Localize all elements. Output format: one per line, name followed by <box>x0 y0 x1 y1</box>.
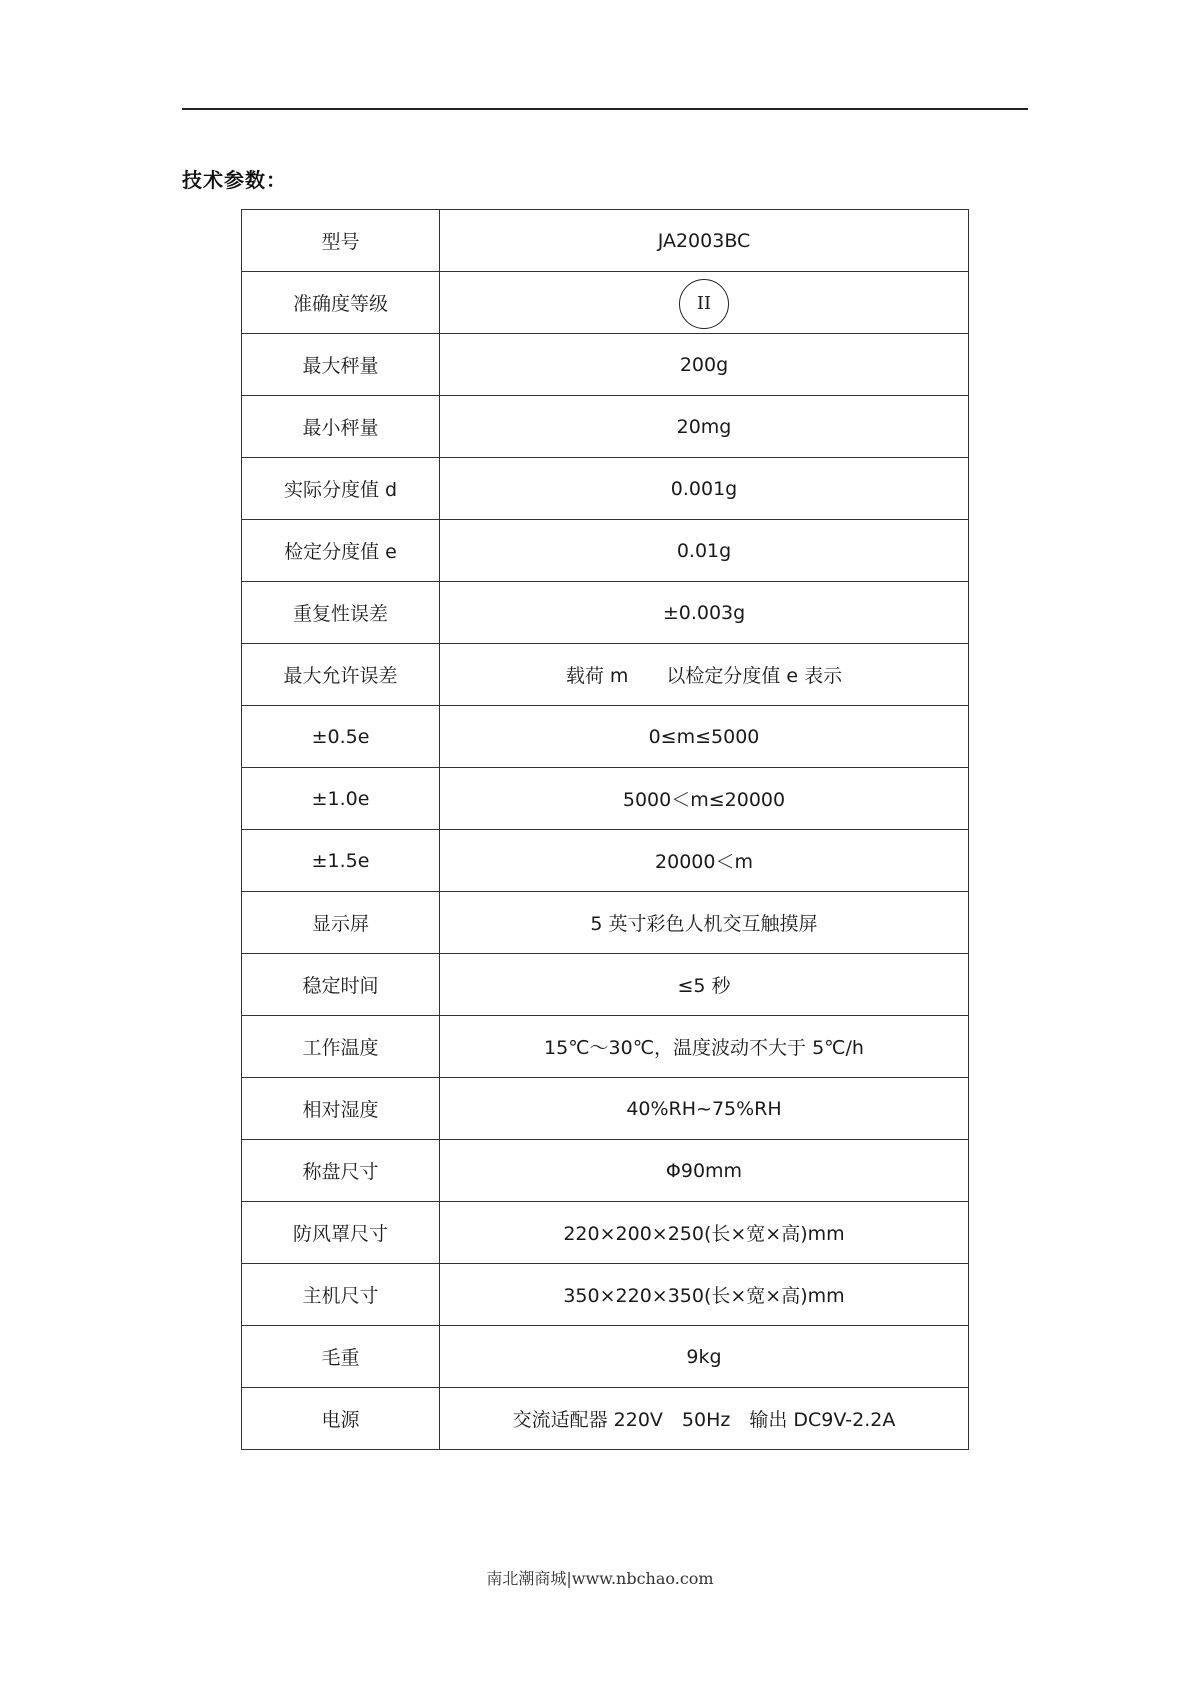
table-row <box>242 210 969 272</box>
table-row <box>242 1388 969 1450</box>
spec-value: 0.001g <box>440 458 969 520</box>
table-row <box>242 1140 969 1202</box>
spec-value-cell <box>440 272 969 334</box>
table-row <box>242 768 969 830</box>
spec-value: 220×200×250(长×宽×高)mm <box>440 1202 969 1264</box>
table-row <box>242 830 969 892</box>
spec-label: 毛重 <box>242 1326 440 1388</box>
table-row <box>242 272 969 334</box>
spec-value: 200g <box>440 334 969 396</box>
table-row <box>242 644 969 706</box>
spec-value: ≤5 秒 <box>440 954 969 1016</box>
spec-value: 350×220×350(长×宽×高)mm <box>440 1264 969 1326</box>
spec-label: 电源 <box>242 1388 440 1450</box>
spec-value: ±0.003g <box>440 582 969 644</box>
table-row <box>242 334 969 396</box>
spec-label: ±1.5e <box>242 830 440 892</box>
spec-value: 0≤m≤5000 <box>440 706 969 768</box>
spec-label: ±0.5e <box>242 706 440 768</box>
spec-value: 载荷 m 以检定分度值 e 表示 <box>440 644 969 706</box>
table-row <box>242 892 969 954</box>
spec-label: 显示屏 <box>242 892 440 954</box>
footer-site-link: 南北潮商城|www.nbchao.com <box>486 1569 714 1588</box>
accuracy-class-mark: II <box>679 279 729 329</box>
spec-label: 主机尺寸 <box>242 1264 440 1326</box>
spec-value: 0.01g <box>440 520 969 582</box>
table-row <box>242 1016 969 1078</box>
spec-label: 防风罩尺寸 <box>242 1202 440 1264</box>
table-row <box>242 1202 969 1264</box>
spec-label: 工作温度 <box>242 1016 440 1078</box>
spec-table <box>241 209 969 1450</box>
spec-label: ±1.0e <box>242 768 440 830</box>
spec-label: 准确度等级 <box>242 272 440 334</box>
spec-value: 5 英寸彩色人机交互触摸屏 <box>440 892 969 954</box>
section-heading: 技术参数： <box>182 168 287 192</box>
spec-label: 最小秤量 <box>242 396 440 458</box>
spec-value: 15℃～30℃，温度波动不大于 5℃/h <box>440 1016 969 1078</box>
table-row <box>242 706 969 768</box>
spec-label: 称盘尺寸 <box>242 1140 440 1202</box>
spec-value: 5000＜m≤20000 <box>440 768 969 830</box>
spec-label: 检定分度值 e <box>242 520 440 582</box>
spec-label: 最大秤量 <box>242 334 440 396</box>
table-row <box>242 458 969 520</box>
spec-value: 20mg <box>440 396 969 458</box>
table-row <box>242 396 969 458</box>
spec-value: Φ90mm <box>440 1140 969 1202</box>
table-row <box>242 520 969 582</box>
table-row <box>242 1326 969 1388</box>
spec-value: 9kg <box>440 1326 969 1388</box>
table-row <box>242 1078 969 1140</box>
top-divider <box>182 108 1028 110</box>
spec-value: 40%RH~75%RH <box>440 1078 969 1140</box>
spec-value: 20000＜m <box>440 830 969 892</box>
spec-label: 重复性误差 <box>242 582 440 644</box>
spec-label: 最大允许误差 <box>242 644 440 706</box>
table-row <box>242 1264 969 1326</box>
spec-value: JA2003BC <box>440 210 969 272</box>
spec-label: 实际分度值 d <box>242 458 440 520</box>
spec-label: 稳定时间 <box>242 954 440 1016</box>
spec-label: 型号 <box>242 210 440 272</box>
spec-value: 交流适配器 220V 50Hz 输出 DC9V-2.2A <box>440 1388 969 1450</box>
table-row <box>242 954 969 1016</box>
spec-label: 相对湿度 <box>242 1078 440 1140</box>
table-row <box>242 582 969 644</box>
